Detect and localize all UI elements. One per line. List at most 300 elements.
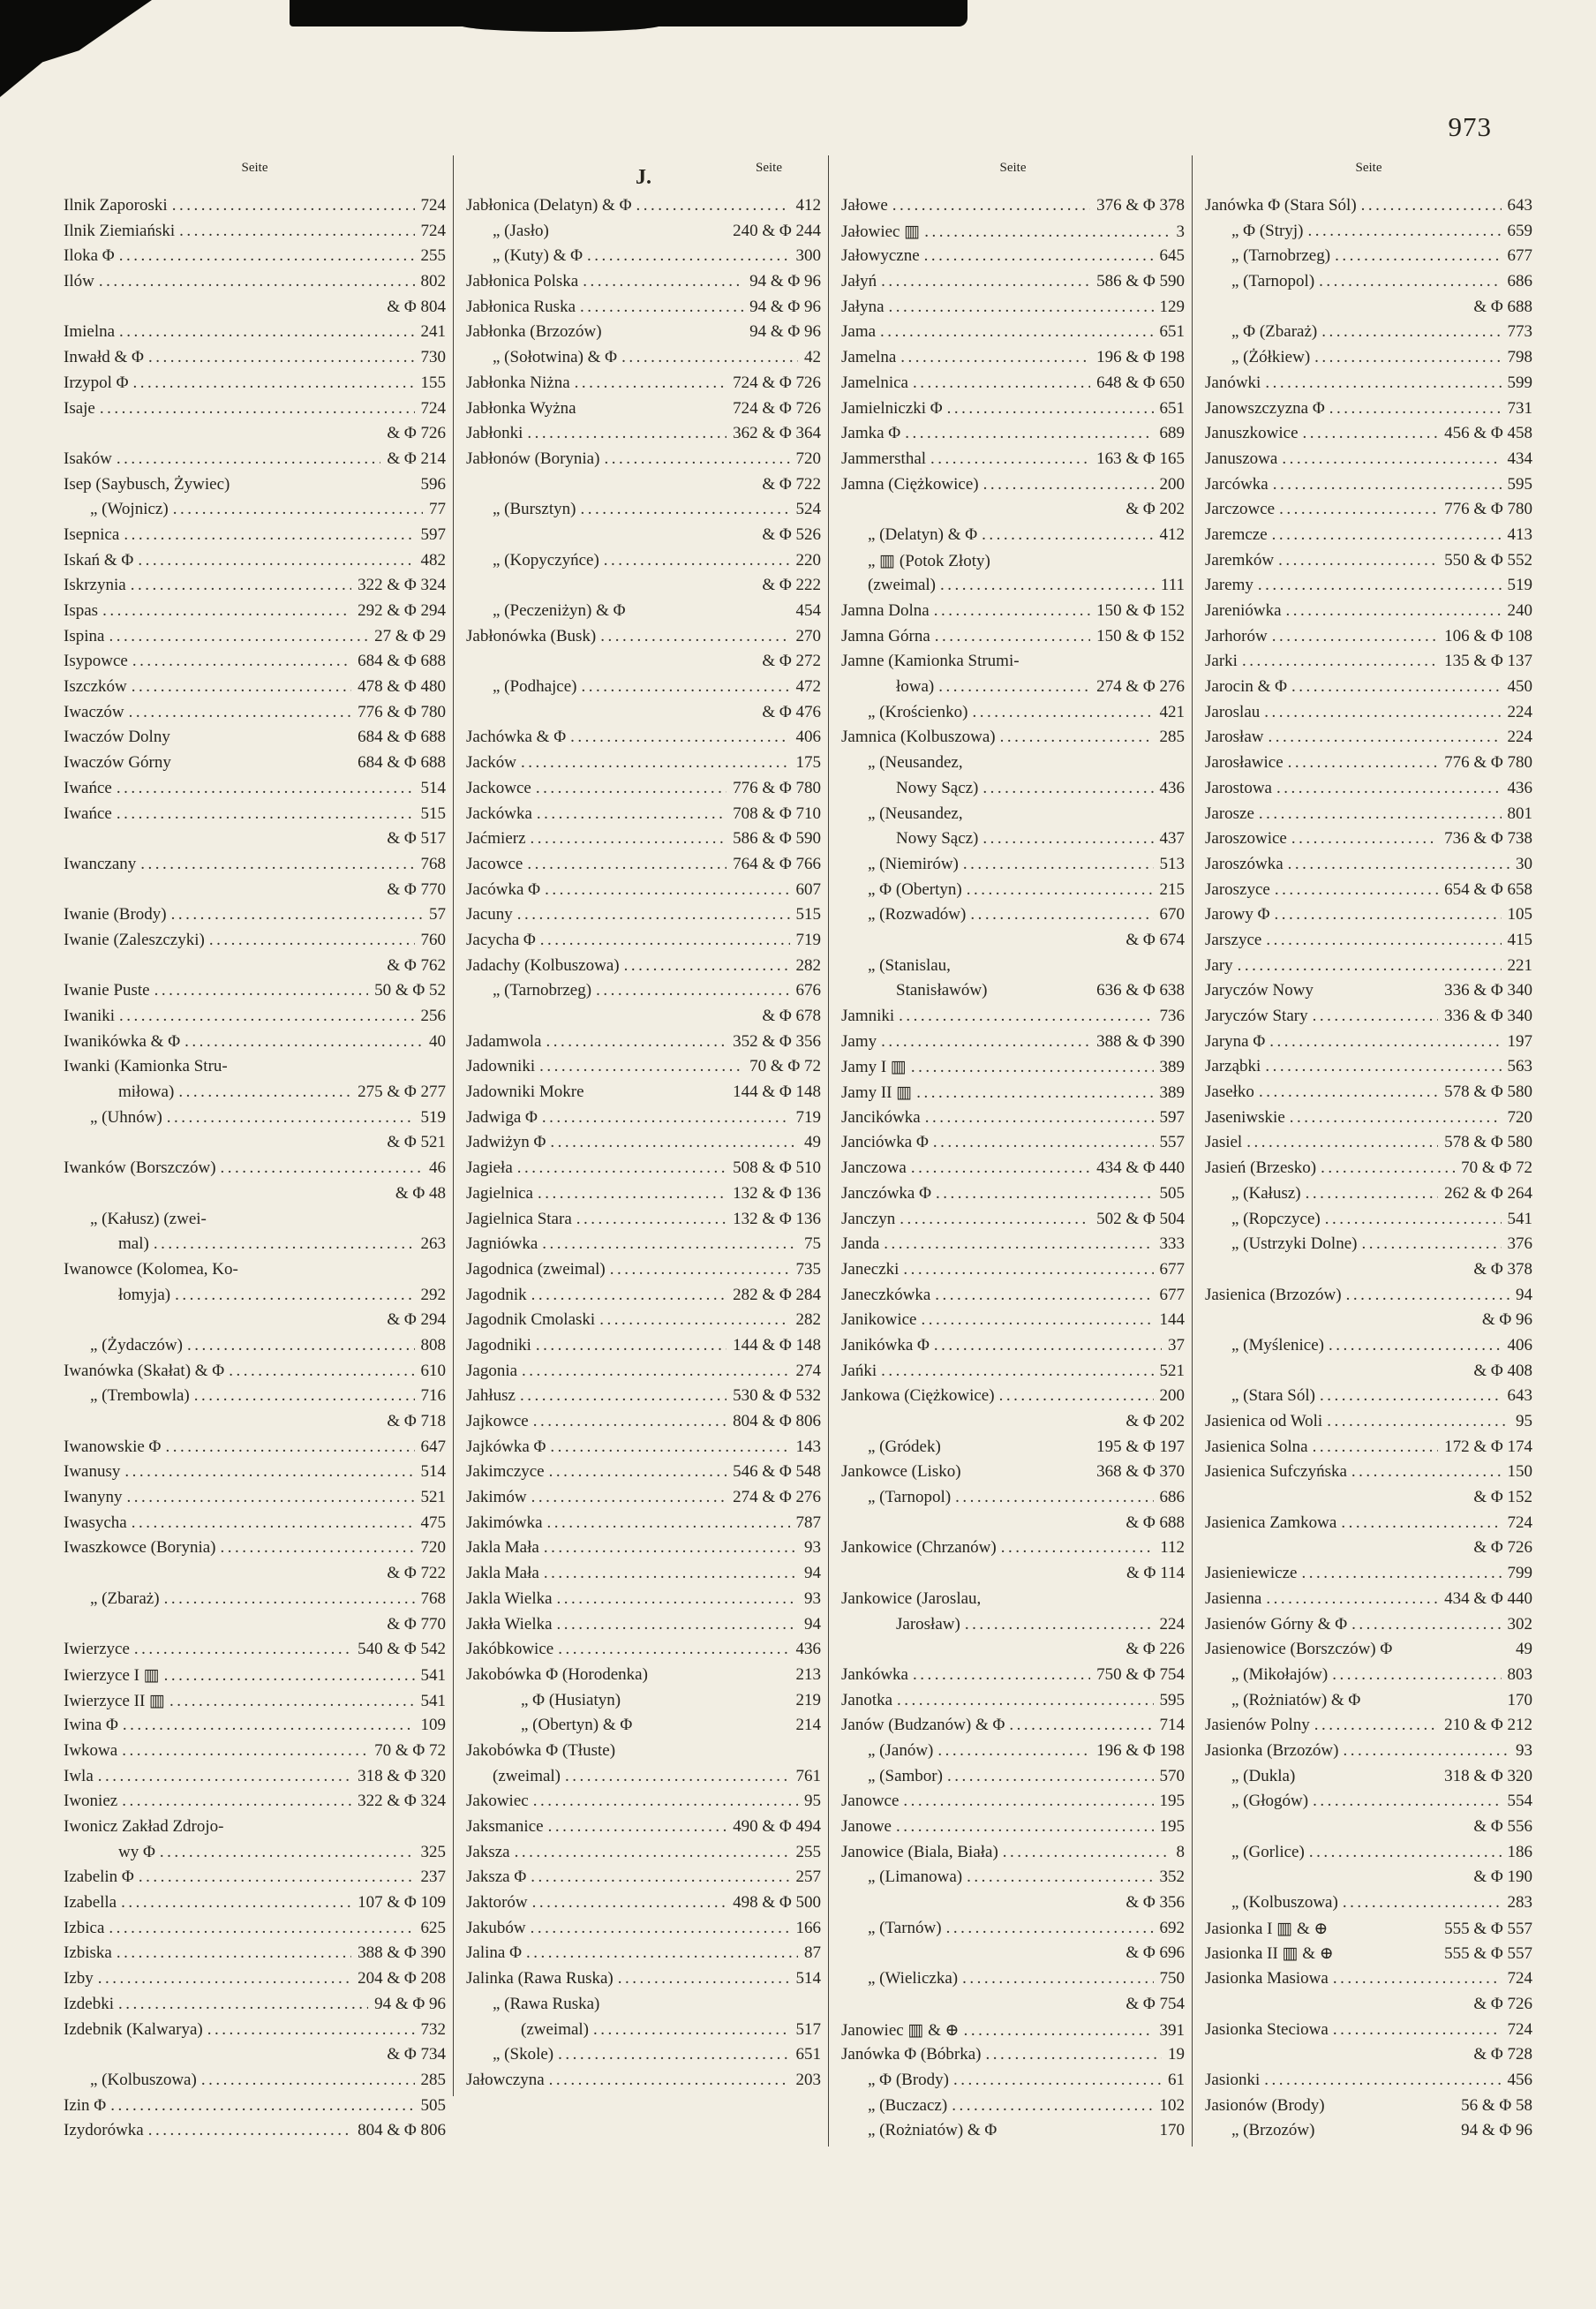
entry-page-number: 362 & Φ 364: [733, 424, 821, 443]
index-entry-line: [466, 829, 821, 855]
index-entry-line: [64, 1133, 446, 1158]
index-entry-line: [64, 1336, 446, 1362]
entry-name: Jakóbkowice: [466, 1640, 554, 1659]
dot-leader: [160, 1843, 415, 1862]
dot-leader: [99, 272, 415, 291]
index-entry-line: [841, 804, 1185, 830]
entry-name: Jaryna Φ: [1205, 1031, 1266, 1051]
entry-page-number: & Φ 770: [387, 879, 446, 899]
dot-leader: [1009, 1716, 1153, 1735]
index-entry-line: [64, 627, 446, 653]
index-entry-line: [1205, 677, 1532, 703]
index-entry-line: [841, 728, 1185, 753]
entry-name: „ (Mikołajów): [1231, 1664, 1329, 1684]
dot-leader: [1313, 1437, 1438, 1457]
index-entry-line: [466, 1437, 821, 1463]
entry-page-number: 163 & Φ 165: [1096, 449, 1185, 468]
index-entry-line: [466, 1767, 821, 1792]
entry-page-number: 406: [795, 728, 821, 747]
index-entry-line: [1205, 374, 1532, 399]
entry-name: Iwasycha: [64, 1513, 127, 1532]
index-entry-line: [841, 1868, 1185, 1893]
entry-page-number: 283: [1507, 1893, 1532, 1913]
dot-leader: [982, 779, 1153, 798]
entry-page-number: 111: [1160, 576, 1185, 595]
entry-page-number: 421: [1159, 702, 1185, 721]
index-entry-line: [841, 1767, 1185, 1792]
index-entry-line: [466, 1286, 821, 1311]
entry-name: Jabłonki: [466, 424, 523, 443]
dot-leader: [229, 1362, 414, 1381]
index-entry-line: [841, 703, 1185, 728]
index-entry-line: [64, 1007, 446, 1032]
index-entry-line: [1205, 1564, 1532, 1589]
dot-leader: [955, 1488, 1153, 1507]
entry-page-number: 87: [804, 1943, 821, 1963]
entry-name: Izydorówka: [64, 2121, 144, 2140]
entry-page-number: 550 & Φ 552: [1444, 550, 1532, 570]
entry-page-number: 237: [420, 1868, 446, 1887]
index-entry-line: [1205, 1843, 1532, 1868]
index-entry-line: [1205, 1032, 1532, 1058]
entry-page-number: & Φ 517: [387, 829, 446, 849]
index-entry-line: [841, 1640, 1185, 1665]
dot-leader: [121, 1893, 351, 1913]
entry-name: Iwanie (Brody): [64, 905, 167, 924]
index-entry-line: [64, 931, 446, 956]
index-entry-line: [841, 652, 1185, 677]
entry-name: Isypowce: [64, 652, 128, 671]
entry-page-number: 450: [1507, 677, 1532, 697]
index-entry-line: [466, 1057, 821, 1083]
entry-page-number: 195 & Φ 197: [1096, 1437, 1185, 1456]
entry-name: „ (Tarnobrzeg): [1231, 246, 1331, 266]
dot-leader: [194, 1386, 415, 1406]
entry-name: Jasienica Sufczyńska: [1205, 1462, 1347, 1482]
entry-page-number: 175: [795, 753, 821, 773]
entry-page-number: 412: [795, 196, 821, 215]
entry-page-number: & Φ 804: [387, 297, 446, 316]
dot-leader: [133, 374, 415, 393]
entry-page-number: 70 & Φ 72: [374, 1740, 446, 1760]
index-entry-line: [841, 2045, 1185, 2071]
entry-page-number: & Φ 378: [1473, 1259, 1532, 1279]
entry-name: Jakła Wielka: [466, 1614, 553, 1634]
entry-page-number: 322 & Φ 324: [358, 576, 446, 595]
index-entry-line: [1205, 1133, 1532, 1158]
dot-leader: [184, 1032, 423, 1052]
entry-name: Jacowce: [466, 854, 523, 873]
entry-page-number: & Φ 272: [762, 652, 821, 671]
index-entry-line: [841, 1919, 1185, 1944]
dot-leader: [532, 1893, 726, 1913]
entry-page-number: 94 & Φ 96: [749, 297, 821, 316]
dot-leader: [581, 677, 789, 697]
entry-name: Jaroszowice: [1205, 829, 1287, 849]
dot-leader: [972, 703, 1153, 722]
entry-name: Jaryczów Stary: [1205, 1007, 1308, 1025]
seite-label: Seite: [241, 161, 268, 175]
dot-leader: [132, 677, 351, 697]
entry-name: Iwaniki: [64, 1007, 116, 1025]
entry-name: Ilów: [64, 272, 94, 291]
entry-name: Janciówka Φ: [841, 1133, 929, 1152]
entry-name: Jamy: [841, 1031, 877, 1051]
entry-name: Jamielniczki Φ: [841, 398, 943, 418]
dot-leader: [1291, 677, 1501, 697]
dot-leader: [1309, 1843, 1502, 1862]
dot-leader: [596, 981, 789, 1000]
index-entry-line: [1205, 449, 1532, 475]
dot-leader: [1265, 374, 1501, 393]
dot-leader: [1335, 246, 1501, 266]
index-entry-line: [64, 703, 446, 728]
entry-name: Jadachy (Kolbuszowa): [466, 955, 620, 975]
index-entry-line: [64, 551, 446, 577]
index-entry-line: [466, 246, 821, 272]
dot-leader: [542, 1234, 798, 1254]
entry-page-number: 456: [1507, 2070, 1532, 2089]
entry-page-number: 75: [804, 1234, 821, 1254]
entry-name: Jasień (Brzesko): [1205, 1158, 1317, 1178]
entry-page-number: 224: [1159, 1614, 1185, 1634]
entry-name: Janczowa: [841, 1158, 907, 1178]
index-entry-line: [1205, 1640, 1532, 1665]
index-entry-line: [841, 1184, 1185, 1210]
entry-page-number: 434 & Φ 440: [1096, 1158, 1185, 1178]
entry-page-number: & Φ 722: [387, 1564, 446, 1583]
dot-leader: [1361, 1234, 1501, 1254]
entry-page-number: 541: [420, 1691, 446, 1710]
dot-leader: [924, 223, 1170, 242]
entry-page-number: 144 & Φ 148: [733, 1083, 821, 1102]
index-entry-line: [466, 525, 821, 551]
index-entry-line: [841, 1158, 1185, 1184]
index-entry-line: [64, 804, 446, 830]
dot-leader: [1266, 931, 1501, 950]
entry-name: „ (Sołotwina) & Φ: [493, 348, 618, 367]
entry-name: Jalinka (Rawa Ruska): [466, 1969, 614, 1988]
index-entry-line: [841, 1488, 1185, 1513]
dot-leader: [1246, 1133, 1438, 1152]
dot-leader: [533, 1412, 726, 1431]
index-entry-line: [1205, 1007, 1532, 1032]
entry-page-number: & Φ 222: [762, 576, 821, 595]
dot-leader: [547, 1513, 790, 1533]
index-entry-line: [841, 931, 1185, 956]
index-entry-line: [64, 222, 446, 247]
index-entry-line: [841, 222, 1185, 247]
entry-name: Jasienica (Brzozów): [1205, 1285, 1342, 1304]
entry-page-number: 413: [1507, 524, 1532, 544]
entry-page-number: 3: [1176, 222, 1185, 241]
entry-page-number: 27 & Φ 29: [374, 626, 446, 645]
dot-leader: [201, 2071, 415, 2090]
index-entry-line: [1205, 196, 1532, 222]
entry-page-number: 37: [1168, 1335, 1185, 1354]
entry-name: Jareniówka: [1205, 601, 1282, 620]
entry-page-number: & Φ 190: [1473, 1868, 1532, 1887]
index-entry-line: [64, 1386, 446, 1412]
entry-page-number: 597: [1159, 1107, 1185, 1127]
index-entry-line: [64, 1108, 446, 1134]
entry-name: Ispas: [64, 601, 99, 620]
dot-leader: [117, 804, 415, 824]
entry-page-number: 300: [795, 246, 821, 266]
index-entry-line: [841, 399, 1185, 425]
entry-name: Jagielnica: [466, 1183, 533, 1203]
dot-leader: [1319, 272, 1501, 291]
entry-name: Jankowice (Chrzanów): [841, 1538, 997, 1558]
entry-name: Iwanyny: [64, 1488, 123, 1507]
entry-name: Jamka Φ: [841, 424, 901, 443]
scan-artifact-corner: [0, 0, 152, 97]
entry-page-number: 760: [420, 930, 446, 949]
entry-page-number: 170: [1159, 2121, 1185, 2140]
dot-leader: [570, 728, 789, 747]
dot-leader: [1351, 1462, 1502, 1482]
entry-page-number: 215: [1159, 879, 1185, 899]
entry-name: Jarhorów: [1205, 626, 1268, 645]
entry-name: „ (Limanowa): [868, 1868, 963, 1887]
entry-name: „ (Buczacz): [868, 2095, 948, 2115]
entry-name: „ (Wieliczka): [868, 1969, 959, 1988]
index-entry-line: [841, 1133, 1185, 1158]
entry-name: Iwierzyce II ▥: [64, 1691, 165, 1710]
entry-name: „ (Kuty) & Φ: [493, 246, 583, 266]
entry-page-number: 391: [1159, 2020, 1185, 2040]
entry-page-number: & Φ 226: [1125, 1640, 1185, 1659]
entry-page-number: 70 & Φ 72: [1461, 1158, 1532, 1178]
dot-leader: [1306, 1184, 1438, 1204]
entry-page-number: 406: [1507, 1335, 1532, 1354]
index-entry-line: [1205, 2096, 1532, 2122]
entry-name: Janotka: [841, 1690, 893, 1709]
entry-name: „ (Stara Sól): [1231, 1386, 1315, 1406]
entry-page-number: & Φ 688: [1473, 297, 1532, 316]
index-entry-line: [841, 1083, 1185, 1108]
entry-page-number: & Φ 754: [1125, 1994, 1185, 2013]
entry-page-number: 546 & Φ 548: [733, 1462, 821, 1482]
entry-page-number: 186: [1507, 1842, 1532, 1861]
entry-page-number: 724: [1507, 1513, 1532, 1532]
dot-leader: [1325, 1210, 1502, 1229]
entry-page-number: 730: [420, 348, 446, 367]
entry-name: Izbiska: [64, 1943, 112, 1963]
entry-page-number: 93: [804, 1588, 821, 1608]
index-entry-line: [1205, 829, 1532, 855]
dot-leader: [119, 1007, 414, 1026]
entry-page-number: 213: [795, 1664, 821, 1684]
entry-page-number: 521: [1159, 1361, 1185, 1380]
dot-leader: [982, 829, 1153, 849]
entry-name: wy Φ: [118, 1842, 155, 1861]
entry-name: Jadwiga Φ: [466, 1107, 538, 1127]
dot-leader: [881, 1362, 1153, 1381]
dot-leader: [1264, 703, 1501, 722]
dot-leader: [557, 1589, 798, 1609]
entry-page-number: 595: [1159, 1690, 1185, 1709]
dot-leader: [558, 1640, 789, 1659]
dot-leader: [1320, 1386, 1502, 1406]
index-entry-line: [841, 1336, 1185, 1362]
entry-page-number: 197: [1507, 1031, 1532, 1051]
entry-name: Jackówka: [466, 804, 532, 823]
dot-leader: [1265, 1057, 1501, 1076]
column-3-header: [841, 155, 1185, 196]
entry-name: „ (Rawa Ruska): [493, 1994, 600, 2013]
dot-leader: [557, 1615, 798, 1634]
dot-leader: [967, 1868, 1153, 1887]
index-entry-line: [466, 1615, 821, 1641]
dot-leader: [1301, 1564, 1501, 1583]
entry-name: Jasionka (Brzozów): [1205, 1740, 1339, 1760]
index-entry-line: [1205, 1741, 1532, 1767]
entry-page-number: 596: [420, 474, 446, 494]
index-entry-line: [64, 424, 446, 449]
entry-name: Janowszczyzna Φ: [1205, 398, 1325, 418]
dot-leader: [517, 1158, 726, 1178]
entry-page-number: 50 & Φ 52: [374, 981, 446, 1000]
entry-name: „ (Wojnicz): [90, 500, 169, 519]
entry-name: Jama: [841, 322, 877, 342]
entry-name: „ Φ (Husiatyn): [521, 1690, 621, 1709]
entry-name: Jarowy Φ: [1205, 905, 1270, 924]
index-entry-line: [466, 1210, 821, 1235]
index-entry-line: [841, 449, 1185, 475]
entry-name: Janczyn: [841, 1209, 896, 1228]
index-entry-line: [64, 779, 446, 804]
entry-name: Iwonicz Zakład Zdrojo-: [64, 1817, 224, 1836]
entry-page-number: 686: [1159, 1488, 1185, 1507]
entry-name: Iskań & Φ: [64, 550, 134, 570]
entry-name: Jadamwola: [466, 1031, 542, 1051]
entry-name: Jamelnica: [841, 373, 908, 392]
index-entry-line: [466, 753, 821, 779]
entry-page-number: & Φ 728: [1473, 2045, 1532, 2064]
column-3-entries: [841, 196, 1185, 2147]
entry-page-number: & Φ 696: [1125, 1943, 1185, 1963]
entry-name: Jamna Górna: [841, 626, 930, 645]
index-entry-line: [1205, 601, 1532, 627]
entry-name: Januszkowice: [1205, 424, 1299, 443]
dot-leader: [947, 1767, 1154, 1786]
dot-leader: [165, 1437, 414, 1457]
dot-leader: [134, 1640, 351, 1659]
entry-page-number: 643: [1507, 196, 1532, 215]
dot-leader: [599, 1310, 789, 1330]
column-4-entries: [1205, 196, 1532, 2147]
entry-page-number: 724 & Φ 726: [733, 373, 821, 392]
entry-name: Iwanki (Kamionka Stru-: [64, 1057, 228, 1076]
index-entry-line: [64, 855, 446, 880]
entry-name: Jammersthal: [841, 449, 927, 468]
dot-leader: [109, 1919, 414, 1938]
index-entry-line: [466, 1260, 821, 1286]
dot-leader: [889, 298, 1154, 317]
dot-leader: [624, 956, 790, 976]
entry-page-number: 336 & Φ 340: [1444, 1007, 1532, 1025]
dot-leader: [937, 1741, 1090, 1761]
seite-label: Seite: [756, 161, 782, 175]
index-entry-line: [1205, 779, 1532, 804]
entry-name: Irzypol Φ: [64, 373, 129, 392]
entry-name: Isaków: [64, 449, 112, 468]
entry-page-number: 787: [795, 1513, 821, 1532]
dot-leader: [154, 981, 368, 1000]
entry-page-number: 224: [1507, 728, 1532, 747]
entry-page-number: 210 & Φ 212: [1444, 1716, 1532, 1735]
index-entry-line: [466, 981, 821, 1007]
index-entry-line: [466, 1640, 821, 1665]
index-entry-line: [841, 1741, 1185, 1767]
entry-page-number: 647: [420, 1437, 446, 1456]
entry-name: Janikówka Φ: [841, 1335, 930, 1354]
dot-leader: [119, 322, 414, 342]
entry-name: Isepnica: [64, 524, 120, 544]
entry-page-number: 388 & Φ 390: [358, 1943, 446, 1963]
index-entry-line: [1205, 1210, 1532, 1235]
index-entry-line: [841, 981, 1185, 1007]
index-entry-line: [64, 1919, 446, 1944]
entry-page-number: 654 & Φ 658: [1444, 879, 1532, 899]
entry-name: Jasienica Solna: [1205, 1437, 1308, 1456]
entry-name: „ (Żydaczów): [90, 1335, 183, 1354]
index-entry-line: [64, 1488, 446, 1513]
entry-page-number: 505: [1159, 1183, 1185, 1203]
entry-page-number: 750 & Φ 754: [1096, 1664, 1185, 1684]
dot-leader: [934, 1336, 1162, 1355]
index-entry-line: [841, 500, 1185, 525]
index-entry-line: [841, 322, 1185, 348]
entry-name: Jańki: [841, 1361, 877, 1380]
index-entry-line: [1205, 551, 1532, 577]
dot-leader: [531, 1868, 789, 1887]
entry-name: „ (Tarnopol): [1231, 272, 1315, 291]
index-entry-line: [466, 1108, 821, 1134]
index-entry-line: [1205, 1767, 1532, 1792]
dot-leader: [122, 1741, 368, 1761]
dot-leader: [537, 804, 726, 824]
index-entry-line: [466, 1665, 821, 1691]
index-entry-line: [1205, 576, 1532, 601]
entry-page-number: 214: [795, 1716, 821, 1735]
entry-name: Iwanowskie Φ: [64, 1437, 162, 1456]
entry-name: Iwaczów Górny: [64, 753, 171, 773]
entry-page-number: 645: [1159, 246, 1185, 266]
entry-name: „ (Kolbuszowa): [90, 2070, 197, 2089]
entry-page-number: 724: [1507, 2019, 1532, 2039]
index-entry-line: [1205, 627, 1532, 653]
dot-leader: [575, 374, 726, 393]
dot-leader: [542, 1108, 790, 1128]
entry-page-number: 376 & Φ 378: [1096, 196, 1185, 215]
entry-page-number: 595: [1507, 474, 1532, 494]
index-entry-line: [466, 931, 821, 956]
scan-artifact-blob: [459, 18, 662, 32]
entry-name: Jachówka & Φ: [466, 728, 567, 747]
entry-page-number: 482: [420, 550, 446, 570]
entry-page-number: & Φ 770: [387, 1614, 446, 1634]
entry-name: Jasienna: [1205, 1588, 1262, 1608]
entry-page-number: 274 & Φ 276: [1096, 677, 1185, 697]
index-entry-line: [64, 2045, 446, 2071]
entry-name: Jamy I ▥: [841, 1058, 907, 1077]
index-entry-line: [64, 1767, 446, 1792]
entry-name: łomyja): [118, 1285, 171, 1304]
index-entry-line: [64, 905, 446, 931]
index-entry-line: [466, 1538, 821, 1564]
